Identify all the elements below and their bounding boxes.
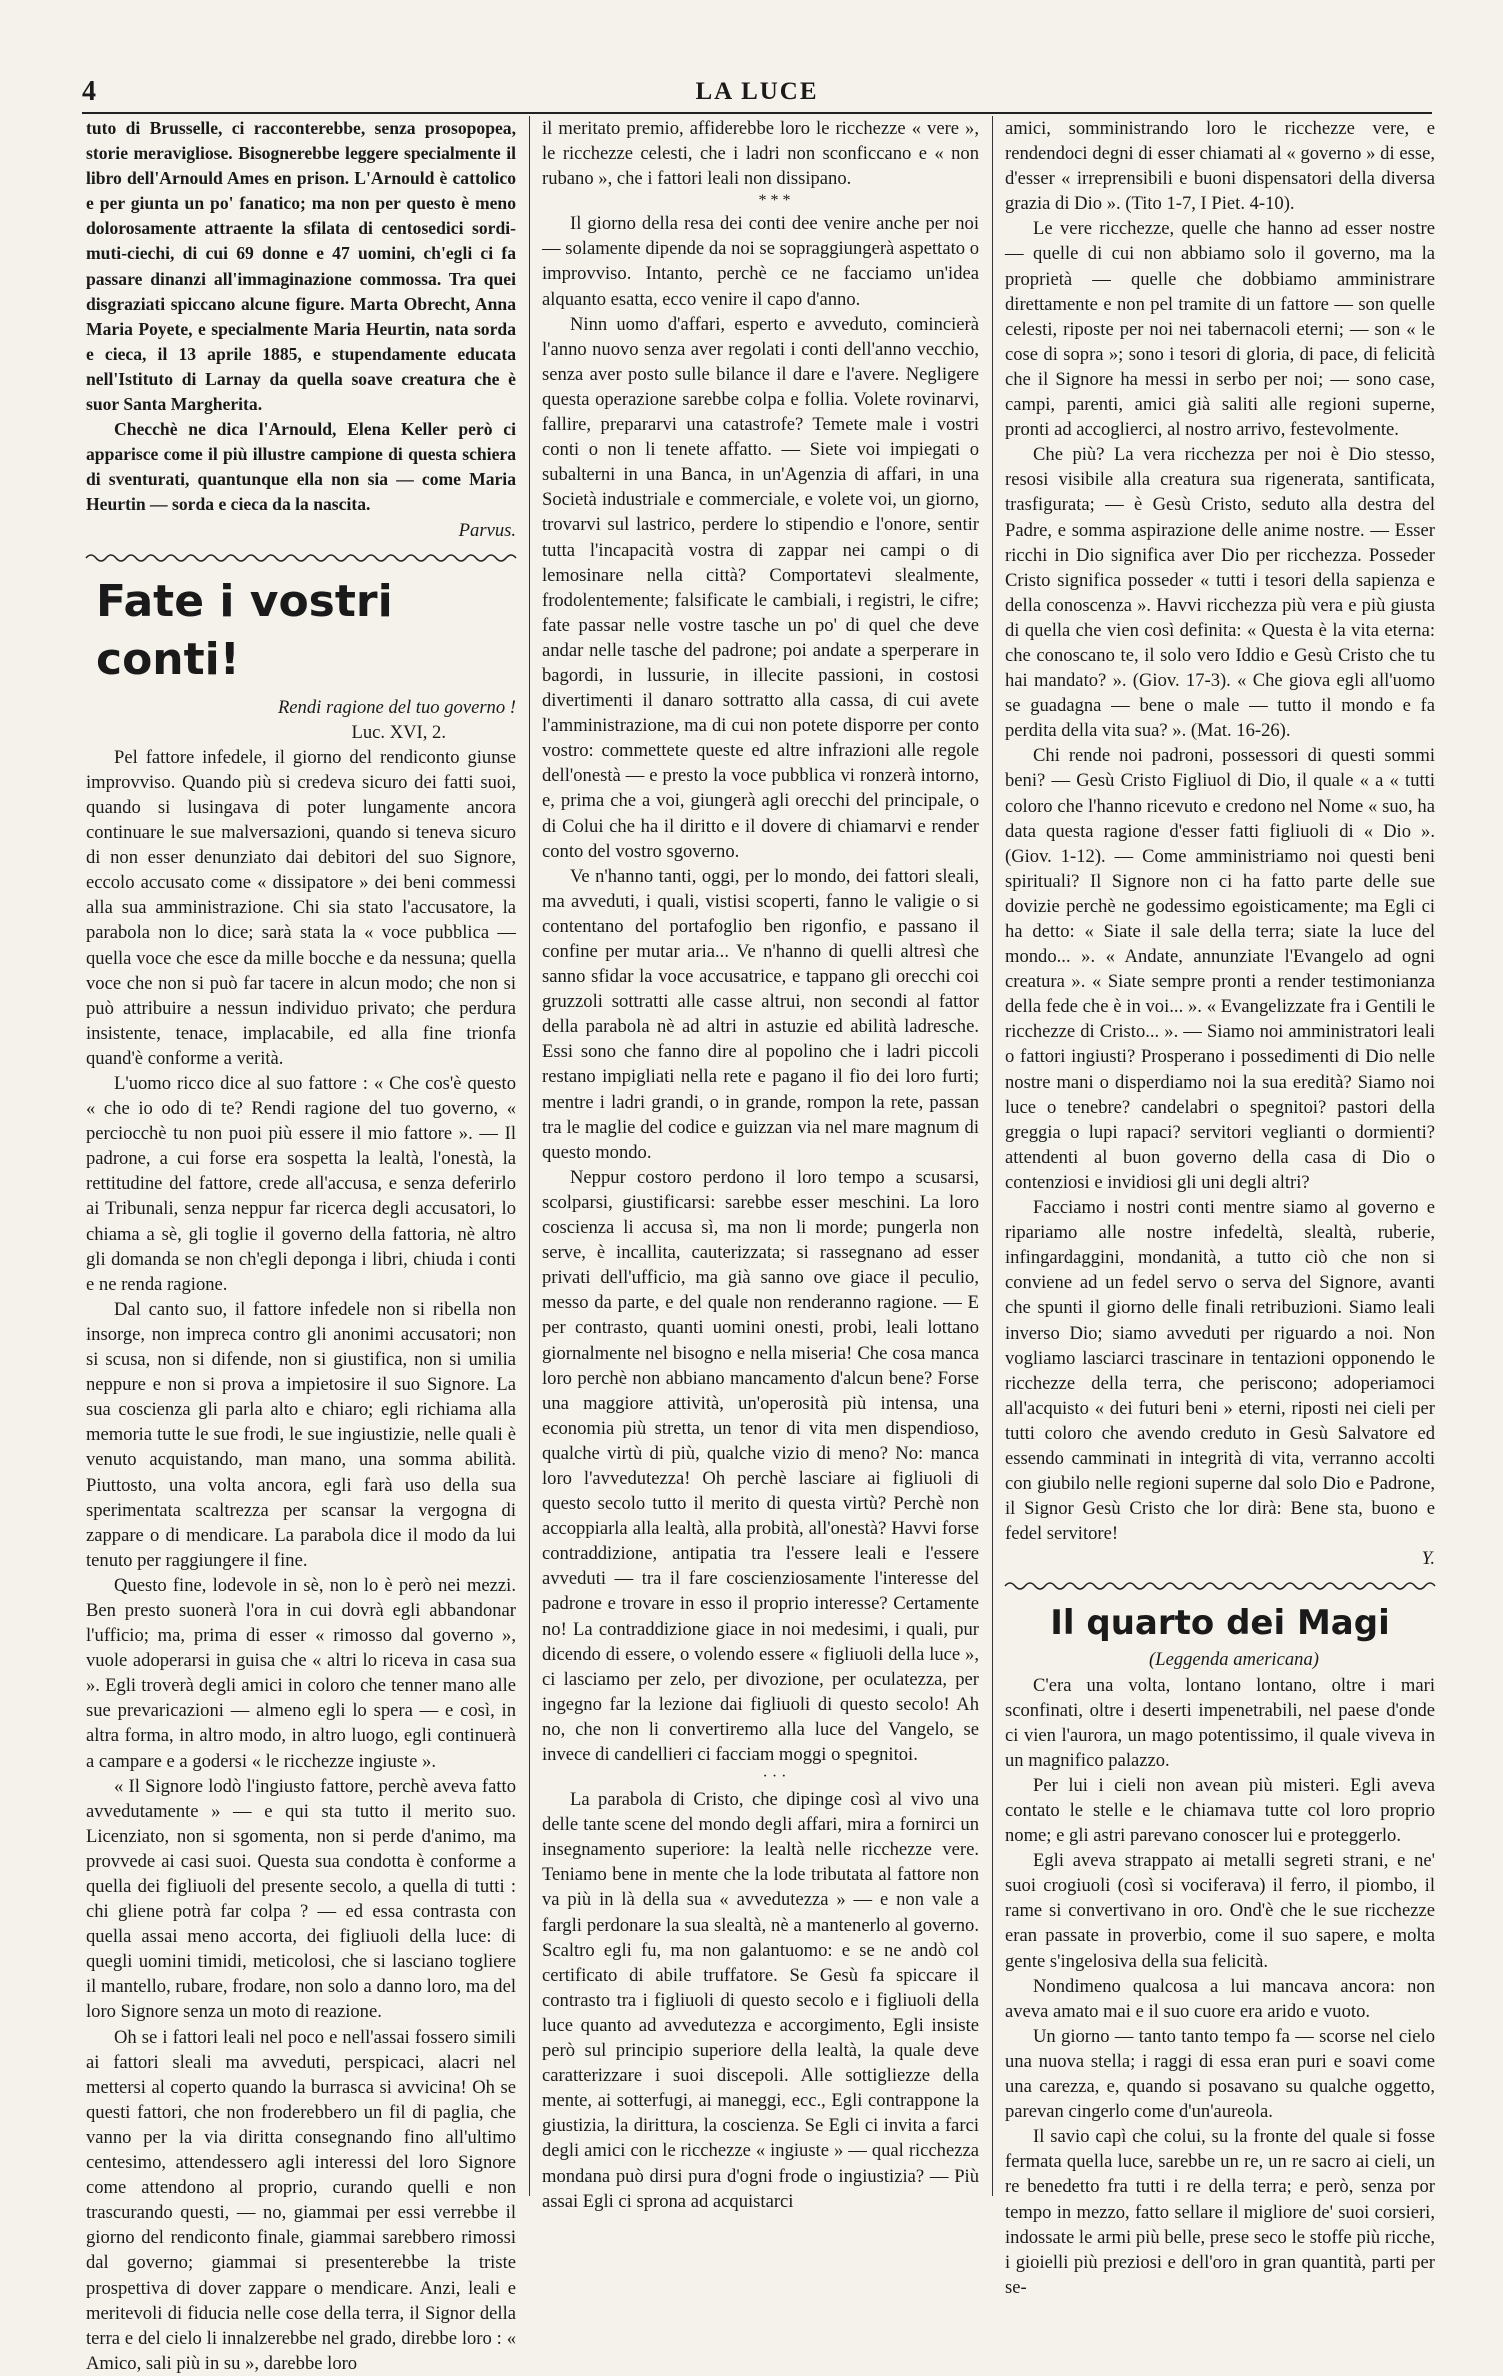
- article-paragraph: amici, somministrando loro le ricchezze vere, e rendendoci degni di esser chiamati al « governo » di esse, d'esser « irreprensibili e buoni dispensatori della diversa grazia di Dio ». (Tito 1-7, I Piet. 4-10).: [1005, 118, 1435, 215]
- dot-separator: · · ·: [762, 1768, 787, 1786]
- signature-y: Y.: [1421, 1548, 1435, 1570]
- article-paragraph: Il savio capì che colui, su la fronte del quale si fosse fermata quella luce, sarebbe un re, un re sacro ai cieli, un re benedetto fra tutti i re della terra; e però, senza por tempo in mezzo, fatto sellare il migliore de' suoi corsieri, indossate le armi più belle, prese seco le stoffe più ricche, i gioielli più preziosi e dell'oro in gran quantità, parti per se-: [1005, 2126, 1435, 2298]
- article-paragraph: Ve n'hanno tanti, oggi, per lo mondo, dei fattori sleali, ma avveduti, i quali, vistisi scoperti, fanno le valigie o si contentano del portafoglio ben rigonfio, e passano il confine per mutar aria... Ve n'hanno di quelli altresì che sanno sfidar la voce accusatrice, e tappano gli orecchi coi gruzzoli sottratti alle casse altrui, non secondi al fattor della parabola nè ad altri in astuzie ed abilità ladresche. Essi sono che fanno dire al popolino che i ladri piccoli restano impigliati nella rete e pagano il fio dei loro furti; mentre i ladri grandi, o in grande, rompon la rete, passan tra le maglie del codice e guizzan via nel mare magnum di questo mondo.: [542, 865, 979, 1163]
- intro-paragraph-2: Checchè ne dica l'Arnould, Elena Keller però ci apparisce come il più illustre campione di questa schiera di sventurati, quantunque ella non sia — come Maria Heurtin — sorda e cieca da la nascita.: [86, 419, 516, 515]
- page-header: [82, 76, 1432, 114]
- article-paragraph: Neppur costoro perdono il loro tempo a scusarsi, scolparsi, giustificarsi: sarebbe esser meschini. La loro coscienza li accusa sì, ma non li morde; pungerla non serve, è incallita, cauterizzata; si rassegnano ad esser privati dell'ufficio, ma già sanno ove giace il peculio, messo da parte, e del quale non renderanno ragione. — E per contrasto, quanti uomini onesti, probi, leali lottano giornalmente nel bisogno e nella miseria! Che cosa manca loro perchè non abbiano mancamento d'alcun bene? Forse una maggiore attività, un'operosità più intensa, una economia più stretta, un tenor di vita men dispendioso, qualche virtù di più, qualche vizio di meno? No: manca loro l'avvedutezza! Oh perchè lasciare ai figliuoli di questo secolo tutto il merito di questa virtù? Perchè non accoppiarla alla lealtà, alla probità, all'onestà? Havvi forse contraddizione, antipatia tra l'essere leali e l'essere avveduti — tra il fare coscienziosamente l'interesse del padrone e trovare in esso il proprio interesse? Certamente no! La contraddizione giace in noi medesimi, i quali, pur dicendo di essere, o volendo essere « figliuoli della luce », ci lasciamo per zelo, per divozione, per oculatezza, per ingegno far la lezione dai figliuoli di questo secolo! Ah no, che non li convertiremo alla luce del Vangelo, se invece di candellieri ci facciam moggi o spegnitoi.: [542, 1166, 979, 1765]
- article-2-title: Il quarto dei Magi: [1050, 1603, 1390, 1644]
- article-paragraph: Un giorno — tanto tanto tempo fa — scorse nel cielo una nuova stella; i raggi di essa eran puri e soavi come una carezza, e, quando si posavano su qualche oggetto, parevan cingerlo come d'un'aureola.: [1005, 2025, 1435, 2123]
- page-number: 4: [82, 76, 96, 107]
- article-paragraph: Ninn uomo d'affari, esperto e avveduto, comincierà l'anno nuovo senza aver regolati i conti dell'anno vecchio, senza aver posto sulle bilance il dare e l'avere. Negligere questa operazione sarebbe colpa e follia. Volete rovinarvi, fallire, prepararvi una catastrofe? Temete male i vostri conti o non li tenete affatto. — Siete voi impiegati o subalterni in una Banca, in un'Agenzia di affari, in una Società industriale e commerciale, e volete voi, un giorno, trovarvi sul lastrico, perdere lo stipendio e l'onore, sentir tutta l'incapacità vostra di zappar nei campi o di lemosinare nella città? Comportatevi slealmente, frodolentemente; falsificate le cambiali, i registri, le cifre; fate passar nelle vostre tasche un po' di quel che deve andar nelle tasche del padrone; poi andate a sperperare in bagordi, in lussurie, in illecite passioni, in costosi divertimenti il danaro sottratto alla cassa, di cui avete l'amministrazione, ma di cui non potete disporre per conto vostro: commettete queste ed altre infrazioni alle regole dell'onestà — e presto la voce pubblica vi ronzerà intorno, e, prima che a voi, giungerà agli orecchi del principale, o di Colui che ha il diritto e il dovere di chiamarvi e render conto del vostro sgoverno.: [542, 313, 979, 862]
- article-paragraph: Che più? La vera ricchezza per noi è Dio stesso, resosi visibile alla creatura sua rigenerata, santificata, trasfigurata; — è Gesù Cristo, seduto alla destra del Padre, e somma aspirazione delle anime nostre. — Esser ricchi in Dio significa aver Dio per ricchezza. Posseder Cristo significa posseder « tutti i tesori della sapienza e della conoscenza ». Havvi ricchezza più vera e più giusta di quella che vien così definita: « Questa è la vita eterna: che conoscano te, il solo vero Iddio e Gesù Cristo che tu hai mandato? ». (Giov. 17-3). « Che giova egli all'uomo se guadagna — bene o male — tutto il mondo e fa perdita della vita sua? ». (Mat. 16-26).: [1005, 444, 1435, 742]
- column-2: [542, 116, 979, 2212]
- column-divider-2: [992, 116, 993, 2196]
- article-paragraph: Le vere ricchezze, quelle che hanno ad esser nostre — quelle di cui non abbiamo solo il governo, ma la proprietà — quelle che dobbiamo amministrare direttamente e non pel tramite di un fattore — son quelle celesti, riposte per noi nei tabernacoli eterni; — son « le cose di sopra »; sono i tesori di gloria, di pace, di felicità che il Signore ha messi in serbo per noi; — sono case, campi, parenti, amici già saliti alle regioni superne, pronti ad accoglierci, al nostro arrivo, festevolmente.: [1005, 218, 1435, 441]
- article-paragraph: Oh se i fattori leali nel poco e nell'assai fossero simili ai fattori sleali ma avveduti, perspicaci, alacri nel mettersi al coperto quando la burrasca si avvicina! Oh se questi fattori, che non froderebbero un fil di paglia, che vanno per la via diritta consegnando fino all'ultimo centesimo, attendessero agli interessi del loro Signore come attendono al proprio, curando quelli e non trascurando questi, — no, giammai per essi verrebbe il giorno del rendiconto finale, giammai sarebbero rimossi dal governo; giammai si presenterebbe la triste prospettiva di dover zappare o mendicare. Anzi, leali e meritevoli di fiducia nelle cose della terra, il Signor della terra e del cielo li innalzerebbe nel grado, direbbe loro : « Amico, sali più in su », darebbe loro: [86, 2026, 516, 2374]
- column-3: [1005, 116, 1435, 2298]
- article-paragraph: Questo fine, lodevole in sè, non lo è però nei mezzi. Ben presto suonerà l'ora in cui dovrà egli abbandonar l'ufficio; ma, prima di esser « rimosso dal governo », vuole adoperarsi in guisa che « altri lo riceva in casa sua ». Egli troverà degli amici in coloro che tenner mano alle sue prevaricazioni — almeno egli lo spera — e così, in altra forma, in altro modo, in altro luogo, egli continuerà a campare e a godersi « le ricchezze ingiuste ».: [86, 1574, 516, 1772]
- article-paragraph: Pel fattore infedele, il giorno del rendiconto giunse improvviso. Quando più si credeva sicuro dei fatti suoi, quando si lusingava di poter lungamente ancora continuare le sue malversazioni, quando si teneva sicuro di non esser denunziato dai debitori del suo Signore, eccolo accusato come « dissipatore » dei beni commessi alla sua amministrazione. Chi sia stato l'accusatore, la parabola non lo dice; sarà stata la « voce pubblica — quella voce che esce da mille bocche e da nessuna; quella voce che non si può far tacere in alcun modo; che non si può attribuire a nessun individuo privato; che perdura insistente, tenace, implacabile, ed alla fine trionfa quand'è conforme a verità.: [86, 746, 516, 1069]
- article-title: Fate i vostri conti!: [96, 575, 393, 685]
- epigraph-reference: Luc. XVI, 2.: [351, 721, 446, 743]
- article-paragraph: Per lui i cieli non avean più misteri. Egli aveva contato le stelle e le chiamava tutte col loro proprio nome; e gli astri parevano conoscer lui e proteggerlo.: [1005, 1774, 1435, 1847]
- epigraph-text: Rendi ragione del tuo governo !: [277, 696, 516, 718]
- article-paragraph: L'uomo ricco dice al suo fattore : « Che cos'è questo « che io odo di te? Rendi ragione del tuo governo, « perciocchè tu non puoi più essere il mio fattore ». — Il padrone, a cui forse era sospetta la lealtà, l'onestà, la rettitudine del fattore, crede all'accusa, e senza deferirlo ai Tribunali, senza neppur far ricerca degli accusatori, lo chiama a sè, gli toglie il governo della fattoria, nè altro gli domanda se non ch'egli deponga i libri, chiuda i conti e ne renda ragione.: [86, 1073, 516, 1295]
- column-1: [86, 116, 516, 2374]
- article-paragraph: « Il Signore lodò l'ingiusto fattore, perchè aveva fatto avvedutamente » — e qui sta tutto il merito suo. Licenziato, non si sgomenta, non si perde d'animo, ma provvede ai casi suoi. Questa sua condotta è conforme a quella dei figliuoli del presente secolo, a quella di tutti : chi gliene potrà far colpa ? — ed essa contrasta con quella assai meno accorta, dei figliuoli della luce: di quegli uomini timidi, meticolosi, che si lasciano togliere il mantello, rubare, frodare, non solo a danno loro, ma del loro Signore senza un moto di reazione.: [86, 1775, 516, 2023]
- header-rule: [82, 112, 1432, 114]
- article-paragraph: Dal canto suo, il fattore infedele non si ribella non insorge, non impreca contro gli anonimi accusatori; non si scusa, non si difende, non si giustifica, non si umilia neppure e non si prova a impietosire il suo Signore. La sua coscienza gli parla alto e chiaro; egli richiama alla memoria tutte le sue frodi, le sue ingiustizie, nelle quali è venuto acquistando, man mano, una somma abilità. Piuttosto, una volta ancora, egli farà uso della sua sperimentata scaltrezza per scansar la vergogna di zappare o di mendicare. La parabola dice il modo da lui tenuto per raggiungere il fine.: [86, 1298, 516, 1571]
- wavy-divider: [86, 551, 516, 565]
- article-paragraph: C'era una volta, lontano lontano, oltre i mari sconfinati, oltre i deserti impenetrabili, nel paese d'onde ci vien l'aurora, un mago potentissimo, il quale viveva in un magnifico palazzo.: [1005, 1674, 1435, 1771]
- article-paragraph: La parabola di Cristo, che dipinge così al vivo una delle tante scene del mondo degli affari, mira a fornirci un insegnamento superiore: la lealtà nelle ricchezze vere. Teniamo bene in mente che la lode tributata al fattore non va più in là della sua « avvedutezza » — e non vale a fargli perdonare la sua slealtà, nè a mantenerlo al governo. Scaltro egli fu, ma non galantuomo: e se ne andò col certificato di abile truffatore. Se Gesù fa spiccare il contrasto tra i figliuoli di questo secolo e i figliuoli della luce quanto ad avvedutezza e accorgimento, Egli insiste però sul principio superiore della lealtà, la quale deve caratterizzare i suoi discepoli. Alle sottigliezze della mente, ai sotterfugi, ai maneggi, ecc., Egli contrappone la giustizia, la dirittura, la coscienza. Se Egli ci invita a farci degli amici con le ricchezze « ingiuste » — qual ricchezza mondana può dirsi pura d'ogni frode o ingiustizia? — Più assai Egli ci sprona ad acquistarci: [542, 1789, 979, 2212]
- article-paragraph: Egli aveva strappato ai metalli segreti strani, e ne' suoi crogiuoli (così si vociferava) il ferro, il piombo, il rame si convertivano in oro. Ond'è che le sue ricchezze eran passate in proverbio, come il suo sapere, e molta gente s'ingelosiva della sua felicità.: [1005, 1850, 1435, 1972]
- signature-parvus: Parvus.: [458, 519, 516, 541]
- article-paragraph: Facciamo i nostri conti mentre siamo al governo e ripariamo alle nostre infedeltà, slealtà, ruberie, infingardaggini, mondanità, a tutto ciò che non si conviene ad un fedel servo o serva del Signore, avanti che spunti il giorno delle finali retribuzioni. Siamo leali inverso Dio; siamo avveduti per riguardo a noi. Non vogliamo lasciarci trascinare in tentazioni opponendo le ricchezze della terra, che periscono; adoperiamoci all'acquisto « dei futuri beni » eterni, riposti nei cieli per tutti coloro che avendo creduto in Gesù Salvatore ed essendo camminati in integrità di vita, verranno accolti con giubilo nelle regioni superne dal solo Dio e Padrone, il Signor Gesù Cristo che lor dirà: Bene sta, buono e fedel servitore!: [1005, 1197, 1435, 1545]
- wavy-divider: [1005, 1579, 1435, 1593]
- column-divider-1: [529, 116, 530, 2196]
- article-2-subtitle: (Leggenda americana): [1149, 1649, 1319, 1671]
- intro-paragraph: tuto di Brusselle, ci racconterebbe, senza prosopopea, storie meravigliose. Bisognerebbe leggere specialmente il libro dell'Arnould Ames en prison. L'Arnould è cattolico e per giunta un po' fanatico; ma non per questo è meno dolorosamente attraente la sfilata di centosedici sordi-muti-ciechi, di cui 69 donne e 47 uomini, ch'egli ci fa passare dinanzi all'immaginazione commossa. Tra quei disgraziati spiccano alcune figure. Marta Obrecht, Anna Maria Poyete, e specialmente Maria Heurtin, nata sorda e cieca, il 13 aprile 1885, e stupendamente educata nell'Istituto di Larnay da quella soave creatura che è suor Santa Margherita.: [86, 118, 516, 415]
- asterism-separator: * * *: [758, 192, 791, 210]
- article-paragraph: il meritato premio, affiderebbe loro le ricchezze « vere », le ricchezze celesti, che i ladri non sconficcano e « non rubano », che i fattori leali non dissipano.: [542, 118, 979, 190]
- article-paragraph: Nondimeno qualcosa a lui mancava ancora: non aveva amato mai e il suo cuore era arido e vuoto.: [1005, 1975, 1435, 2022]
- article-paragraph: Chi rende noi padroni, possessori di questi sommi beni? — Gesù Cristo Figliuol di Dio, il quale « a « tutti coloro che l'hanno ricevuto e credono nel Nome « suo, ha data questa ragione d'esser fatti figliuoli di « Dio ». (Giov. 1-12). — Come amministriamo noi questi beni spirituali? Il Signore non ci ha fatto parte delle sue dovizie perchè ne godessimo egoisticamente; ma Egli ci ha detto: « Siate il sale della terra; siate la luce del mondo... ». « Andate, annunziate l'Evangelo ad ogni creatura ». « Siate sempre pronti a render testimonianza della fede che è in voi... ». « Evangelizzate fra i Gentili le ricchezze di Cristo... ». — Siamo noi amministratori leali o fattori ingiusti? Prosperano i possedimenti di Dio nelle nostre mani o disperdiamo noi la sua eredità? Siamo noi luce o tenebre? candelabri o spegnitoi? pastori della greggia o lupi rapaci? servitori veglianti o dormienti? attendenti al buon governo della casa di Dio o contenziosi e invidiosi gli uni degli altri?: [1005, 745, 1435, 1193]
- article-paragraph: Il giorno della resa dei conti dee venire anche per noi — solamente dipende da noi se sopraggiungerà aspettato o improvviso. Intanto, perchè ce ne facciamo un'idea alquanto esatta, ecco venire il capo d'anno.: [542, 213, 979, 310]
- masthead-title: LA LUCE: [695, 78, 819, 105]
